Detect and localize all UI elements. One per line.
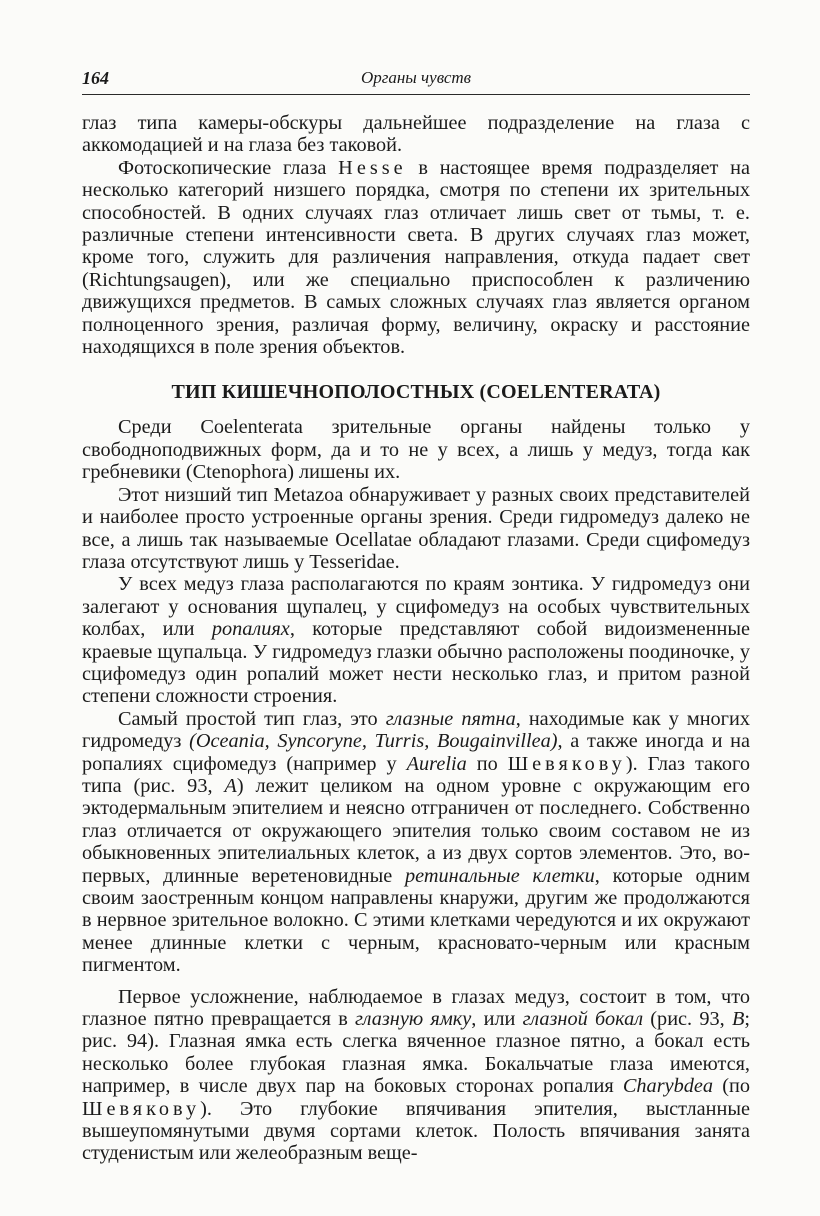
genus-aurelia: Aurelia: [406, 752, 467, 775]
paragraph-hesse: Фотоскопические глаза Hesse в настоящее время подразделяет на несколько категорий низшего порядка, смотря по степени их зрительных способностей. В одних случаях глаз отличает лишь свет от тьмы, т. е. различные степени интенсивности света. В других случаях глаз может, кроме того, служить для различения направления, откуда падает свет (Richtungsaugen), или же специально приспособлен к различению движущихся предметов. В самых сложных случаях глаз является органом полноценного зрения, различая форму, величину, окраску и расстояние находящихся в поле зрения объектов.: [82, 156, 750, 359]
term-ropalia: ропалиях: [211, 618, 290, 641]
running-title: Органы чувств: [360, 68, 472, 87]
paragraph-eye-spots: Самый простой тип глаз, это глазные пятна, находимые как у многих гидромедуз (Oceania, Syncoryne, Turris, Bougainvillea), а также иногда и на ропалиях сцифомедуз (например у Aurelia по Шевякову). Глаз такого типа (рис. 93, A) лежит целиком на одном уровне с окружающим его эктодермальным эпителием и неясно отграничен от последнего. Собственно глаз отличается от окружающего эпителия только своим составом не из обыкновенных эпителиальных клеток, а из двух сортов элементов. Это, во-первых, длинные веретеновидные ретинальные клетки, которые одним своим заостренным концом направлены кнаружи, другим же продолжаются в нервное зрительное волокно. С этими клетками чередуются и их окружают менее длинные клетки с черным, красновато-черным или красным пигментом.: [82, 707, 751, 977]
page-header: [82, 66, 750, 95]
genus-charybdea: Charybdea: [622, 1075, 714, 1098]
page-number: 164: [82, 68, 109, 88]
section-heading: ТИП КИШЕЧНОПОЛОСТНЫХ (COELENTERATA): [171, 381, 661, 404]
author-name: Шевякову: [82, 1097, 201, 1120]
term-retinal-cells: ретинальные клетки: [405, 864, 595, 887]
body-text: [82, 112, 750, 1165]
term-eye-pit: глазную ямку: [355, 1008, 472, 1031]
author-name: Шевякову: [507, 752, 626, 775]
figure-ref-letter: B: [731, 1008, 745, 1031]
paragraph-metazoa: Этот низший тип Metazoa обнаруживает у разных своих представителей и наиболее просто устроенные органы зрения. Среди гидромедуз далеко не все, а лишь так называемые Ocellatae обладают глазами. Среди сцифомедуз глаза отсутствуют лишь у Tesseridae.: [82, 483, 750, 573]
term-eye-cup: глазной бокал: [522, 1008, 644, 1031]
paragraph-eye-cup: Первое усложнение, наблюдаемое в глазах медуз, состоит в том, что глазное пятно превращается в глазную ямку, или глазной бокал (рис. 93, B; рис. 94). Глазная ямка есть слегка вяченное глазное пятно, а бокал есть несколько более глубокая глазная ямка. Бокальчатые глаза имеются, например, в числе двух пар на боковых сторонах ропалия Charybdea (по Шевякову). Это глубокие впячивания эпителия, выстланные вышеупомянутыми двумя сортами клеток. Полость впячивания занята студенистым или желеобразным веще-: [82, 985, 750, 1165]
figure-ref-letter: A: [224, 774, 237, 797]
paragraph-medusa-eyes: У всех медуз глаза располагаются по краям зонтика. У гидромедуз они залегают у основания щупалец, у сцифомедуз на особых чувствительных колбах, или ропалиях, которые представляют собой видоизмененные краевые щупальца. У гидромедуз глазки обычно расположены поодиночке, у сцифомедуз один ропалий может нести несколько глаз, и притом разной степени сложности строения.: [82, 573, 750, 708]
genera-list: (Oceania, Syncoryne, Turris, Bougainvillea): [189, 730, 558, 753]
term-eye-spots: глазные пятна: [385, 707, 516, 730]
author-name: Hesse: [338, 156, 407, 179]
paragraph-continuation: глаз типа камеры-обскуры дальнейшее подразделение на глаза с аккомодацией и на глаза без таковой.: [82, 112, 750, 157]
paragraph-coelenterata: Среди Coelenterata зрительные органы найдены только у свободноподвижных форм, да и то не у всех, а лишь у медуз, тогда как гребневики (Ctenophora) лишены их.: [82, 416, 750, 484]
